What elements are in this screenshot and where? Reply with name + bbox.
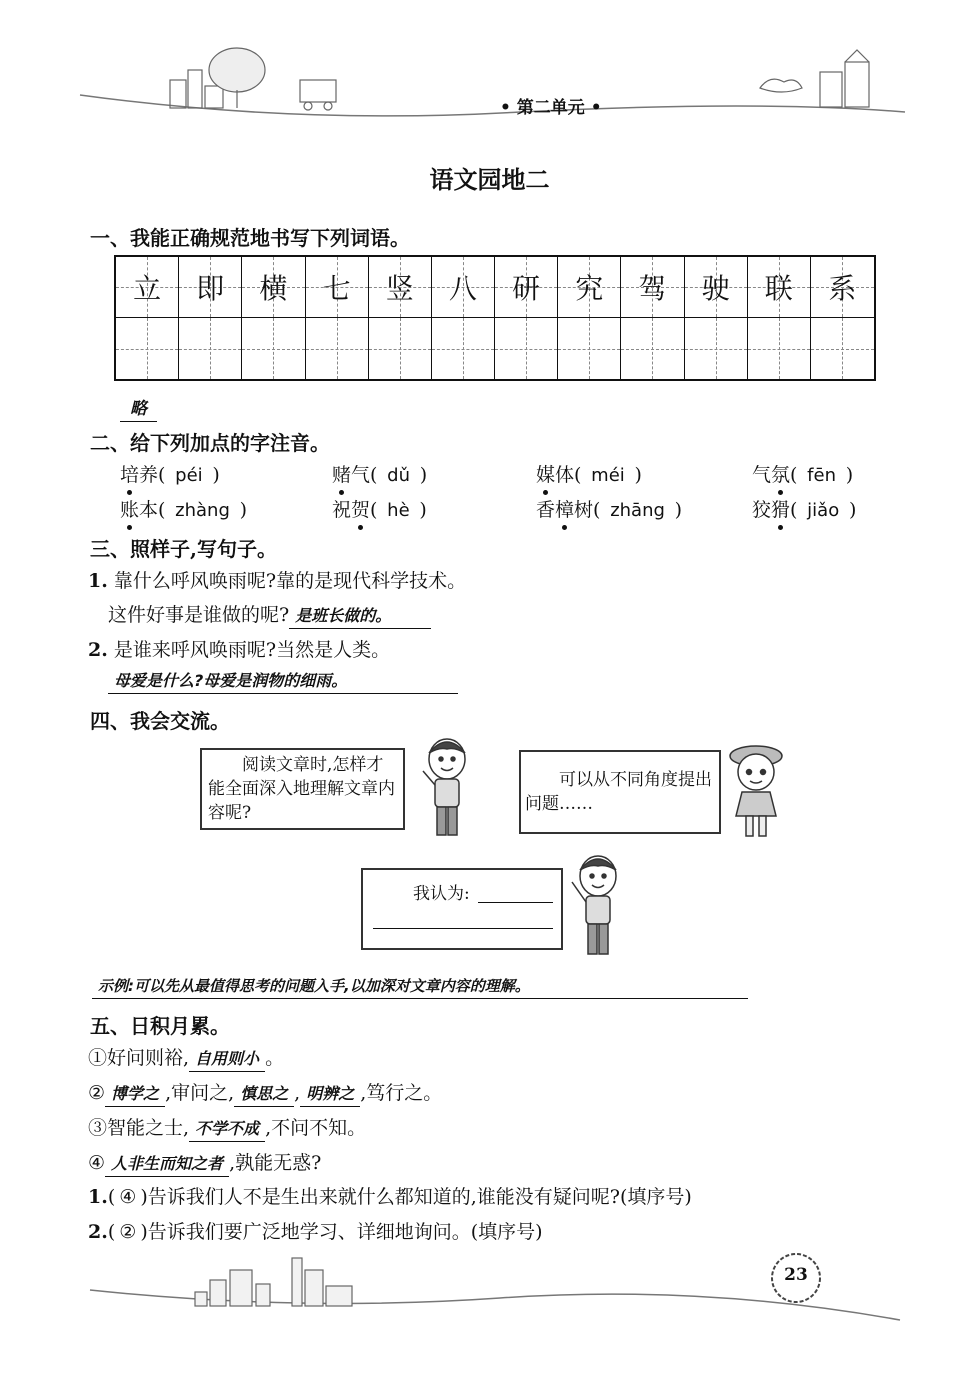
grid-char: 驾 <box>638 272 667 305</box>
s5-q2-number: 2. <box>88 1221 108 1243</box>
pinyin-word <box>536 464 581 486</box>
pinyin-word <box>332 464 377 486</box>
s5-l4-text-a: ④ <box>88 1152 106 1174</box>
pinyin-answer: dǔ <box>381 465 416 486</box>
pinyin-word <box>120 499 165 521</box>
pinyin-close: ) <box>634 464 642 486</box>
unit-label: • 第二单元 • <box>500 98 602 118</box>
opinion-blank-2 <box>373 928 553 929</box>
grid-cell-char <box>748 257 811 318</box>
pinyin-word <box>120 464 165 486</box>
pinyin-item <box>536 495 682 522</box>
s5-l4-answer: 人非生而知之者 <box>105 1151 229 1177</box>
grid-char: 驶 <box>701 272 730 305</box>
s5-q2-answer: ② <box>119 1221 137 1243</box>
pinyin-answer: méi <box>585 465 631 486</box>
word-char: 养 <box>139 464 159 486</box>
grid-cell-char <box>621 257 684 318</box>
grid-cell-blank[interactable] <box>621 318 684 379</box>
s3-question-1 <box>88 566 466 593</box>
s3-q2-answer-line <box>108 668 458 694</box>
s5-l2-answer-1: 博学之 <box>105 1081 165 1107</box>
pinyin-answer: fēn <box>801 465 842 486</box>
girl-illustration <box>722 742 788 842</box>
speech-bubble-opinion <box>361 868 563 950</box>
word-char: 树 <box>574 499 594 521</box>
s5-q1-number: 1. <box>88 1186 108 1208</box>
pinyin-word <box>752 499 797 521</box>
word-char: ( <box>790 499 798 521</box>
grid-cell-blank[interactable] <box>242 318 305 379</box>
grid-cell-blank[interactable] <box>369 318 432 379</box>
pinyin-close: ) <box>845 464 854 486</box>
pinyin-item <box>120 495 247 522</box>
pinyin-word <box>536 499 600 521</box>
grid-char: 联 <box>764 272 793 305</box>
word-char: ( <box>158 499 166 521</box>
grid-char: 立 <box>133 272 162 305</box>
s3-q1-answer: 是班长做的。 <box>289 603 431 629</box>
pinyin-item <box>752 460 853 487</box>
grid-cell-blank[interactable] <box>748 318 811 379</box>
pinyin-item <box>536 460 642 487</box>
pinyin-close: ) <box>419 499 427 521</box>
pinyin-close: ) <box>848 499 857 521</box>
pinyin-close: ) <box>674 499 683 521</box>
section-2-heading: 二、给下列加点的字注音。 <box>90 431 330 455</box>
pinyin-close: ) <box>419 464 428 486</box>
s5-q2-text: )告诉我们要广泛地学习、详细地询问。(填序号) <box>140 1221 543 1243</box>
s5-l2-text-b: ,审问之, <box>165 1082 235 1104</box>
s5-l2-text-d: ,笃行之。 <box>360 1082 443 1104</box>
grid-char: 横 <box>259 272 288 305</box>
s5-q1-text: )告诉我们人不是生出来就什么都知道的,谁能没有疑问呢?(填序号) <box>140 1186 692 1208</box>
word-char: 气 <box>752 464 772 486</box>
s5-l1-text-b: 。 <box>265 1047 285 1069</box>
grid-char: 究 <box>575 272 604 305</box>
s3-question-2 <box>88 635 390 662</box>
word-char: 体 <box>555 464 575 486</box>
section-4-heading: 四、我会交流。 <box>90 709 230 733</box>
pinyin-close: ) <box>239 499 248 521</box>
s3-q1-number: 1. <box>88 570 108 592</box>
pinyin-close: ) <box>212 464 220 486</box>
s5-question-1 <box>88 1182 692 1209</box>
word-char: 祝 <box>332 499 352 521</box>
pinyin-word <box>752 464 797 486</box>
grid-cell-blank[interactable] <box>685 318 748 379</box>
page-number: 23 <box>784 1265 808 1285</box>
s5-q1-open: ( <box>107 1186 116 1208</box>
grid-cell-char <box>495 257 558 318</box>
page-title: 语文园地二 <box>429 165 550 194</box>
s3-q2-answer: 母爱是什么?母爱是润物的细雨。 <box>108 668 458 694</box>
word-char: ( <box>574 464 582 486</box>
s3-q2-text: 是谁来呼风唤雨呢?当然是人类。 <box>113 639 391 661</box>
grid-cell-char <box>811 257 874 318</box>
s5-l1-text-a: ①好问则裕, <box>88 1047 190 1069</box>
s5-l3-text-b: ,不问不知。 <box>265 1117 367 1139</box>
pinyin-answer: zhàng <box>169 500 236 521</box>
grid-cell-blank[interactable] <box>179 318 242 379</box>
word-char: 狡 <box>752 499 772 521</box>
grid-cell-blank[interactable] <box>432 318 495 379</box>
opinion-blank-1 <box>478 902 553 903</box>
dotted-char: 赌 <box>332 464 352 486</box>
section-5-heading: 五、日积月累。 <box>90 1014 230 1038</box>
s3-q2-number: 2. <box>88 639 108 661</box>
word-char: 香 <box>536 499 556 521</box>
s5-q2-open: ( <box>107 1221 116 1243</box>
pinyin-answer: zhāng <box>604 500 671 521</box>
dotted-char: 培 <box>120 464 140 486</box>
word-char: ( <box>790 464 798 486</box>
speech-bubble-question: 阅读文章时,怎样才能全面深入地理解文章内容呢? <box>200 748 405 830</box>
writing-grid <box>114 255 876 381</box>
pinyin-item <box>332 460 427 487</box>
section-3-heading: 三、照样子,写句子。 <box>90 537 277 561</box>
unit-text: 第二单元 <box>516 98 585 118</box>
s5-q1-answer: ④ <box>119 1186 137 1208</box>
word-char: ( <box>370 499 378 521</box>
footer-decoration <box>0 1240 979 1340</box>
pinyin-item <box>752 495 856 522</box>
pinyin-answer: jiǎo <box>801 500 845 521</box>
word-char: ( <box>370 464 378 486</box>
word-char: ( <box>158 464 166 486</box>
grid-cell-char <box>306 257 369 318</box>
grid-char: 系 <box>828 272 857 305</box>
pinyin-answer: péi <box>169 465 209 486</box>
speech-bubble-reply: 可以从不同角度提出问题…… <box>519 750 721 834</box>
s5-l2-answer-3: 明辨之 <box>300 1081 360 1107</box>
grid-cell-char <box>558 257 621 318</box>
boy-illustration-2 <box>562 850 630 960</box>
s3-q1-text: 靠什么呼风唤雨呢?靠的是现代科学技术。 <box>113 570 467 592</box>
grid-char: 七 <box>322 272 351 305</box>
pinyin-answer: hè <box>381 500 416 521</box>
grid-char: 即 <box>196 272 225 305</box>
s4-answer-line <box>92 975 748 999</box>
boy-illustration-1 <box>415 735 475 843</box>
s5-line-4 <box>88 1148 321 1177</box>
pinyin-item <box>332 495 427 522</box>
s5-l4-text-b: ,孰能无惑? <box>229 1152 322 1174</box>
pinyin-word <box>332 499 377 521</box>
s3-q1-prompt-line <box>108 600 431 629</box>
s5-l3-text-a: ③智能之士, <box>88 1117 190 1139</box>
word-char: ( <box>593 499 601 521</box>
s5-l2-text-c: , <box>294 1082 301 1104</box>
s5-line-1 <box>88 1043 284 1072</box>
grid-cell-blank[interactable] <box>495 318 558 379</box>
opinion-label: 我认为: <box>413 884 470 904</box>
s5-line-3 <box>88 1113 366 1142</box>
section-1-answer: 略 <box>120 394 157 422</box>
pinyin-item <box>120 460 220 487</box>
grid-cell-char <box>432 257 495 318</box>
grid-cell-char <box>685 257 748 318</box>
grid-cell-blank[interactable] <box>811 318 874 379</box>
s5-l1-answer: 自用则小 <box>189 1046 265 1072</box>
s5-l3-answer: 不学不成 <box>189 1116 265 1142</box>
s5-line-2 <box>88 1078 442 1107</box>
grid-cell-char <box>369 257 432 318</box>
dotted-char: 账 <box>120 499 140 521</box>
grid-char: 竖 <box>385 272 414 305</box>
dotted-char: 贺 <box>351 499 371 521</box>
dotted-char: 猾 <box>771 499 791 521</box>
s3-q1-prompt: 这件好事是谁做的呢? <box>108 604 290 626</box>
header-decoration <box>0 0 979 135</box>
grid-cell-blank[interactable] <box>306 318 369 379</box>
s4-answer: 示例:可以先从最值得思考的问题入手,以加深对文章内容的理解。 <box>92 975 748 999</box>
grid-cell-blank[interactable] <box>558 318 621 379</box>
word-char: 气 <box>351 464 371 486</box>
grid-char: 八 <box>448 272 477 305</box>
grid-cell-char <box>116 257 179 318</box>
grid-char: 研 <box>512 272 541 305</box>
dotted-char: 樟 <box>555 499 575 521</box>
dotted-char: 氛 <box>771 464 791 486</box>
grid-cell-char <box>242 257 305 318</box>
section-1-heading: 一、我能正确规范地书写下列词语。 <box>90 226 410 250</box>
word-char: 本 <box>139 499 159 521</box>
s5-l2-answer-2: 慎思之 <box>234 1081 294 1107</box>
grid-cell-char <box>179 257 242 318</box>
grid-cell-blank[interactable] <box>116 318 179 379</box>
dotted-char: 媒 <box>536 464 556 486</box>
s5-l2-text-a: ② <box>88 1082 106 1104</box>
